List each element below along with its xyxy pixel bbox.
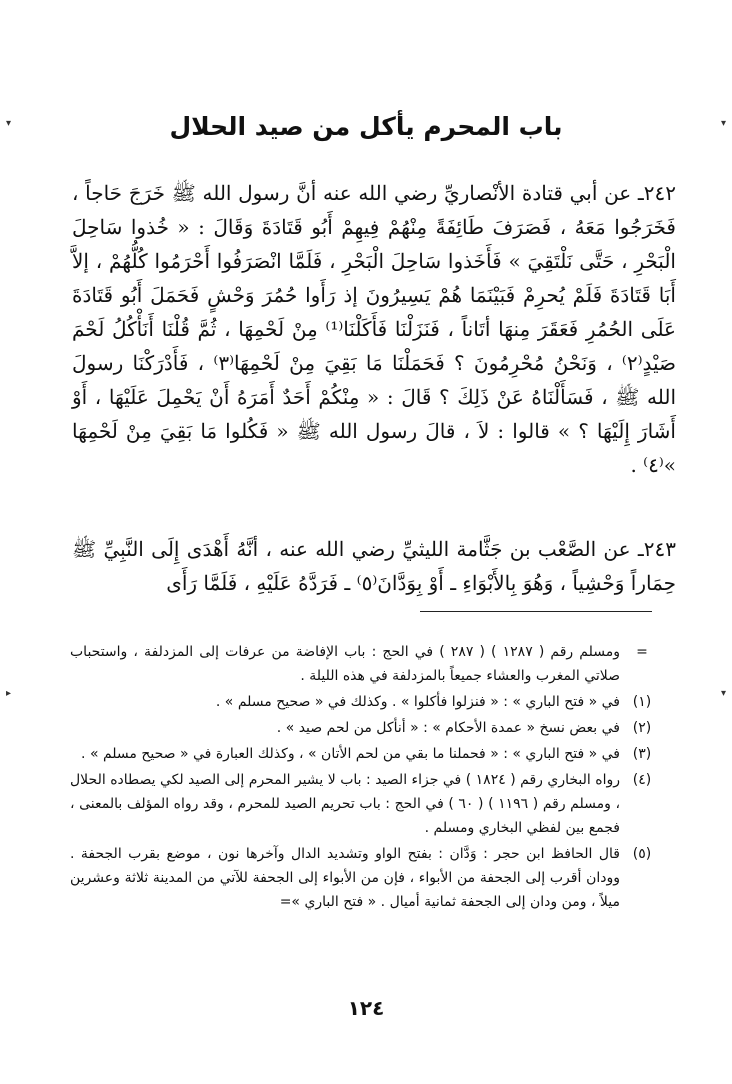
footnotes (70, 640, 664, 916)
hadith-243: ٢٤٣ـ عن الصَّعْب بن جَثَّامة الليثيِّ رضي الله عنه ، أنَّهُ أَهْدَى إِلَى النَّبِيِّ ﷺ حِمَاراً وَحْشِياً ، وَهُوَ بِالأَبْوَاءِ ـ أَوْ بِوَدَّانَ⁽٥⁾ ـ فَرَدَّهُ عَلَيْهِ ، فَلَمَّا رَأَى (72, 537, 676, 595)
footnote-text: قال الحافظ ابن حجر : وَدَّان : بفتح الواو وتشديد الدال وآخرها نون ، موضع بقرب الجحفة . وودان أقرب إلى الجحفة من الأبواء ، فإن من الأبواء إلى الجحفة للآتي من المدينة ثلاثة وعشرين ميلاً ، ومن ودان إلى الجحفة ثمانية أميال . « فتح الباري »= (70, 846, 620, 910)
hadith-242: ٢٤٢ـ عن أبي قتادة الأنْصاريِّ رضي الله عنه أنَّ رسول الله ﷺ خَرَجَ حَاجاً ، فَخَرَجُوا مَعَهُ ، فَصَرَفَ طَائِفَةً مِنْهُمْ فِيهِمْ أَبُو قَتَادَةَ وَقَالَ : « خُذوا سَاحِلَ الْبَحْرِ ، حَتَّى نَلْتَقِيَ » فَأَخَذوا سَاحِلَ الْبَحْرِ ، فَلَمَّا انْصَرَفُوا أَحْرَمُوا كُلُّهُمْ ، إلاَّ أَبَا قَتَادَةَ فَلَمْ يُحرِمْ فَبَيْنَمَا هُمْ يَسِيرُونَ إذ رَأَوا حُمُرَ وَحْشٍ فَحَمَلَ أَبُو قَتَادَةَ عَلَى الحُمُرِ فَعَقَرَ مِنهَا أتَاناً ، فَنَزَلْنَا فَأَكَلْنَا⁽¹⁾ مِنْ لَحْمِهَا ، ثُمَّ قُلْنَا أَنَأْكُلُ لَحْمَ صَيْدٍ⁽٢⁾ ، وَنَحْنُ مُحْرِمُونَ ؟ فَحَمَلْنَا مَا بَقِيَ مِنْ لَحْمِهَا⁽٣⁾ ، فَأَدْرَكْنَا رسولَ الله ﷺ ، فَسَأَلْنَاهُ عَنْ ذَلِكَ ؟ قَالَ : « مِنْكُمْ أَحَدٌ أَمَرَهُ أَنْ يَحْمِلَ عَلَيْهَا ، أَوْ أَشَارَ إِلَيْهَا ؟ » قالوا : لاَ ، قالَ رسول الله ﷺ « فَكُلوا مَا بَقِيَ مِنْ لَحْمِهَا »⁽٤⁾ . (72, 181, 677, 477)
footnote-marker: (١) (632, 694, 652, 710)
footnote-text: في « فتح الباري » : « فحملنا ما بقي من لحم الأتان » ، وكذلك العبارة في « صحيح مسلم » . (81, 746, 620, 762)
footnote-marker: = (636, 644, 648, 660)
footnote-marker: (٤) (632, 772, 652, 788)
margin-mark: ▾ (720, 118, 726, 129)
footnote-marker: (٢) (632, 720, 652, 736)
footnote-text: في بعض نسخ « عمدة الأحكام » : « أنأكل من لحم صيد » . (276, 720, 620, 736)
footnote-text: ومسلم رقم ( ١٢٨٧ ) ( ٢٨٧ ) في الحج : باب الإفاضة من عرفات إلى المزدلفة ، واستحباب صلاتي المغرب والعشاء جميعاً بالمزدلفة في هذه الليلة . (70, 644, 620, 684)
margin-mark: ▸ (6, 688, 12, 699)
footnote-continuation (70, 640, 664, 688)
footnote-2 (70, 716, 664, 740)
page-number: ١٢٤ (347, 996, 385, 1020)
footnote-text: رواه البخاري رقم ( ١٨٢٤ ) في جزاء الصيد : باب لا يشير المحرم إلى الصيد لكي يصطاده الحلال ، ومسلم رقم ( ١١٩٦ ) ( ٦٠ ) في الحج : باب تحريم الصيد للمحرم ، وقد رواه المؤلف بالمعنى ، فجمع بين لفظي البخاري ومسلم . (70, 772, 621, 836)
footnote-1 (70, 690, 664, 714)
footnote-4 (70, 768, 664, 840)
footnote-marker: (٣) (632, 746, 652, 762)
chapter-title: باب المحرم يأكل من صيد الحلال (169, 112, 563, 141)
margin-mark: ▾ (720, 688, 726, 699)
footnote-marker: (٥) (632, 846, 652, 862)
margin-mark: ▾ (6, 118, 12, 129)
footnote-3 (70, 742, 664, 766)
footnote-divider (420, 611, 652, 612)
footnote-text: في « فتح الباري » : « فنزلوا فأكلوا » . وكذلك في « صحيح مسلم » . (215, 694, 620, 710)
footnote-5 (70, 842, 664, 914)
